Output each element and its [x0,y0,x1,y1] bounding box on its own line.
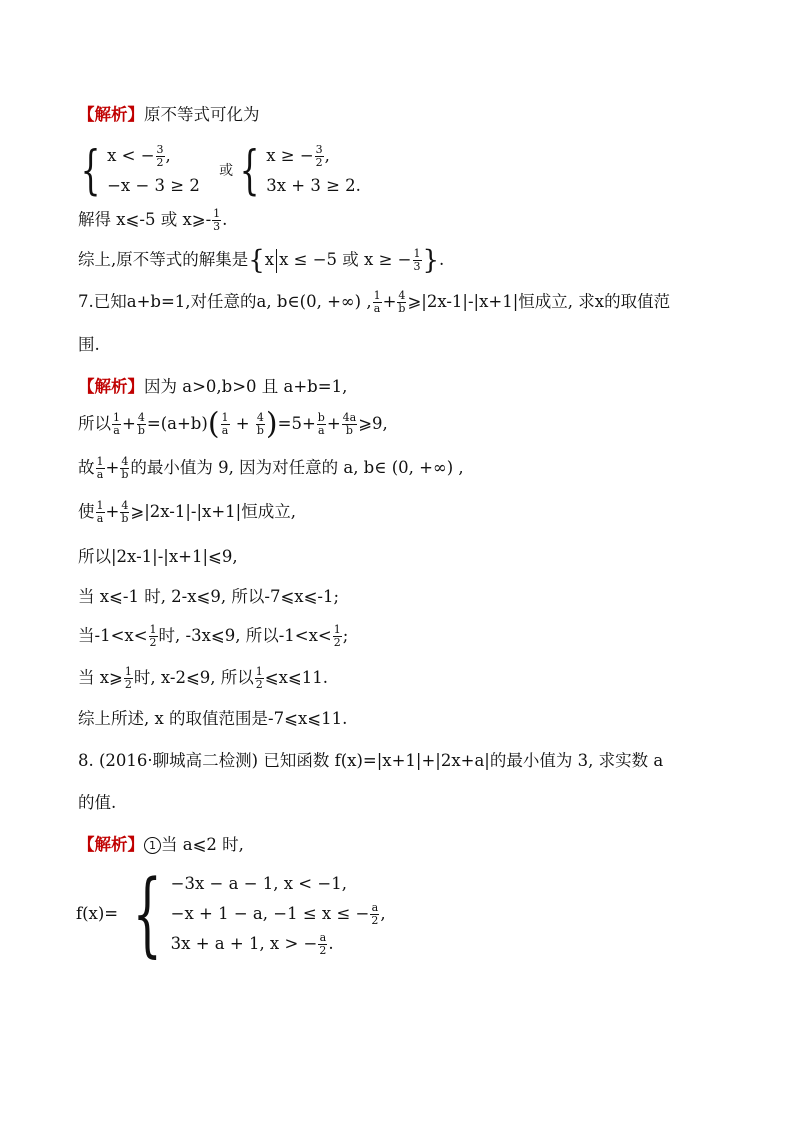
system-b: x ≥ − $\frac{3}{2}$ , 3x + 3 ≥ 2. [266,142,361,195]
solution-8-piecewise: f(x)= { −3x − a − 1, x < −1, −x + 1 − a, −1 ≤ x ≤ − $\frac{a}{2}$ , 3x + a + 1, x > − $\frac{a}{2}$ . [76,860,386,967]
left-brace: { [80,140,101,201]
left-brace: { [239,140,260,201]
solution-6-result: 解得 x⩽-5 或 x⩾- $\frac{1}{3}$ . [78,207,228,233]
system-a: x < − $\frac{3}{2}$ , −x − 3 ≥ 2 [107,142,200,195]
circled-number: 1 [144,837,161,854]
solution-7-line-7: 当-1<x< $\frac{1}{2}$ 时, -3x⩽9, 所以-1<x< $\frac{1}{2}$ ; [78,623,349,649]
solution-label: 【解析】 [78,105,144,124]
left-brace: { [132,860,163,967]
solution-6-summary: 综上,原不等式的解集是{x x ≤ −5 或 x ≥ − $\frac{1}{3}$ }. [78,245,445,276]
solution-7-line-5: 所以|2x-1|-|x+1|⩽9, [78,547,238,566]
solution-7-line-1: 【解析】因为 a>0,b>0 且 a+b=1, [78,377,348,396]
question-7-cont: 围. [78,335,100,354]
question-8: 8. (2016·聊城高二检测) 已知函数 f(x)=|x+1|+|2x+a|的最小值为 3, 求实数 a [78,751,664,770]
question-8-cont: 的值. [78,793,117,812]
solution-6-system [74,140,361,200]
solution-7-line-8: 当 x⩾ $\frac{1}{2}$ 时, x-2⩽9, 所以 $\frac{1}{2}$ ⩽x⩽11. [78,665,328,691]
solution-7-line-2: 所以 $\frac{1}{a}$ + $\frac{4}{b}$ =(a+b)( $\frac{1}{a}$ + $\frac{4}{b}$ )=5+ $\frac{b}{a}$ + $\frac{4a}{b}$ ⩾9, [78,406,388,442]
solution-7-line-9: 综上所述, x 的取值范围是-7⩽x⩽11. [78,709,348,728]
question-7: 7.已知a+b=1,对任意的a, b∈(0, +∞) , $\frac{1}{a}$ + $\frac{4}{b}$ ⩾|2x-1|-|x+1|恒成立, 求x的取值范 [78,289,671,315]
or-text: 或 [219,163,234,179]
solution-7-line-4: 使 $\frac{1}{a}$ + $\frac{4}{b}$ ⩾|2x-1|-|x+1|恒成立, [78,499,296,525]
solution-8-line-1: 【解析】 1 当 a⩽2 时, [78,835,244,854]
solution-7-line-6: 当 x⩽-1 时, 2-x⩽9, 所以-7⩽x⩽-1; [78,587,340,606]
solution-7-line-3: 故 $\frac{1}{a}$ + $\frac{4}{b}$ 的最小值为 9, 因为对任意的 a, b∈ (0, +∞) , [78,455,464,481]
solution-6-intro: 【解析】原不等式可化为 [78,105,260,124]
